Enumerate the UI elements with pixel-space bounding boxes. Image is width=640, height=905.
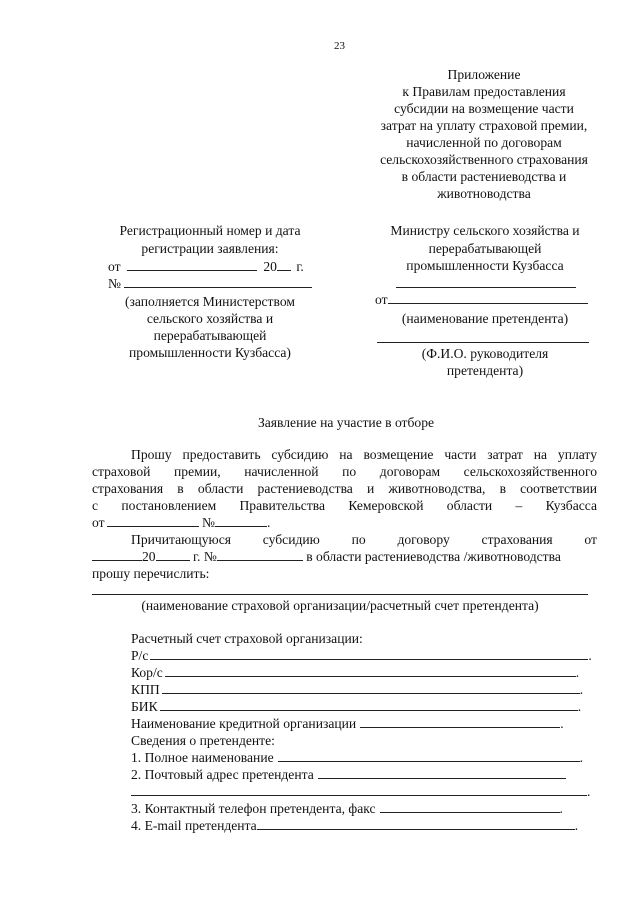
decree-date-field[interactable] <box>107 514 199 527</box>
applicant-field-label: 1. Полное наименование <box>131 750 274 765</box>
from-label: от <box>92 515 105 530</box>
period: . <box>587 784 591 799</box>
applicant-info-title: Сведения о претенденте: <box>131 733 275 748</box>
applicant-from-line <box>375 291 588 308</box>
contract-line <box>92 548 561 565</box>
account-field-label: Наименование кредитной организации <box>131 716 357 731</box>
period: . <box>266 515 271 530</box>
decree-number-field[interactable] <box>215 514 267 527</box>
contract-year-field[interactable] <box>156 548 190 561</box>
application-title: Заявление на участие в отборе <box>257 415 435 430</box>
head-hint: претендента) <box>446 363 524 378</box>
appendix-line: животноводства <box>437 186 531 201</box>
paragraph-line: Прошу предоставить субсидию на возмещение части затрат на уплату <box>131 447 597 462</box>
email-field[interactable] <box>257 817 575 830</box>
corr-account-field[interactable] <box>165 664 576 677</box>
registration-note: перерабатывающей <box>153 328 267 343</box>
paragraph-line: Причитающуюся субсидию по договору страхования от <box>131 532 597 547</box>
account-field-label: КПП <box>131 682 160 697</box>
paragraph-line: с постановлением Правительства Кемеровской области – Кузбасса <box>92 498 597 513</box>
from-label: от <box>375 292 388 307</box>
addressee-line: промышленности Кузбасса <box>406 258 564 273</box>
appendix-header <box>360 66 608 202</box>
applicant-field-label: 2. Почтовый адрес претендента <box>131 767 314 782</box>
number-sign: № <box>108 276 121 291</box>
registration-number-line <box>108 275 312 292</box>
account-field-label: БИК <box>131 699 158 714</box>
appendix-line: начисленной по договорам <box>406 135 562 150</box>
account-field-row: Кор/с . <box>131 665 580 680</box>
addressee-blank-line[interactable] <box>396 287 576 288</box>
postal-address-continuation[interactable] <box>131 795 587 796</box>
appendix-line: затрат на уплату страховой премии, <box>380 118 588 133</box>
applicant-field-label: 3. Контактный телефон претендента, факс <box>131 801 376 816</box>
registration-note: сельского хозяйства и <box>146 311 274 326</box>
year-label: 20 <box>142 549 156 564</box>
appendix-line: сельскохозяйственного страхования <box>380 152 588 167</box>
registration-title: Регистрационный номер и дата <box>119 223 301 238</box>
head-name-field[interactable] <box>377 342 589 343</box>
applicant-name-field[interactable] <box>388 291 588 304</box>
paragraph-line: страховой премии, начисленной по договорам сельскохозяйственного <box>92 464 597 479</box>
kpp-field[interactable] <box>162 681 580 694</box>
applicant-field-row: 4. E-mail претендента . <box>131 818 579 833</box>
year-label: 20 <box>263 259 277 274</box>
decree-reference-line <box>92 514 270 531</box>
applicant-name-hint: (наименование претендента) <box>401 311 569 326</box>
account-field-label: Кор/с <box>131 665 163 680</box>
contract-number-label: г. № <box>193 549 217 564</box>
registration-date-line <box>108 258 304 275</box>
paragraph-line: прошу перечислить: <box>92 566 210 581</box>
registration-title: регистрации заявления: <box>141 241 279 256</box>
from-label: от <box>108 259 121 274</box>
account-number-field[interactable] <box>150 647 588 660</box>
paragraph-line: страхования в области растениеводства и животноводства, в соответствии <box>92 481 597 496</box>
account-field-row: КПП . <box>131 682 584 697</box>
account-field-label: Р/с <box>131 648 149 663</box>
contract-number-field[interactable] <box>217 548 303 561</box>
applicant-field-row: 1. Полное наименование . <box>131 750 584 765</box>
year-suffix: г. <box>296 259 304 274</box>
insurer-hint: (наименование страховой организации/расчетный счет претендента) <box>141 598 539 613</box>
registration-number-field[interactable] <box>124 275 312 288</box>
applicant-field-label: 4. E-mail претендента <box>131 818 257 833</box>
number-sign: № <box>201 515 215 530</box>
account-field-row: Р/с . <box>131 648 592 663</box>
contract-tail: в области растениеводства /животноводства <box>306 549 561 564</box>
account-field-row: БИК . <box>131 699 582 714</box>
insurer-account-title: Расчетный счет страховой организации: <box>131 631 363 646</box>
appendix-line: к Правилам предоставления <box>402 84 566 99</box>
addressee-line: Министру сельского хозяйства и <box>390 223 580 238</box>
applicant-field-row <box>131 766 566 783</box>
contract-date-field[interactable] <box>92 548 142 561</box>
appendix-line: субсидии на возмещение части <box>394 101 574 116</box>
registration-note: (заполняется Министерством <box>125 294 295 309</box>
registration-date-field[interactable] <box>127 258 257 271</box>
page-number: 23 <box>334 40 345 52</box>
registration-note: промышленности Кузбасса) <box>129 345 291 360</box>
bank-name-field[interactable] <box>360 715 560 728</box>
account-field-row: Наименование кредитной организации . <box>131 716 564 731</box>
bik-field[interactable] <box>160 698 578 711</box>
applicant-field-row: 3. Контактный телефон претендента, факс . <box>131 801 563 816</box>
insurer-name-field[interactable] <box>92 594 588 595</box>
registration-year-field[interactable] <box>277 258 291 271</box>
full-name-field[interactable] <box>278 749 580 762</box>
addressee-line: перерабатывающей <box>428 241 542 256</box>
appendix-line: в области растениеводства и <box>401 169 567 184</box>
head-hint: (Ф.И.О. руководителя <box>421 346 549 361</box>
postal-address-field[interactable] <box>318 766 566 779</box>
appendix-line: Приложение <box>447 67 521 82</box>
phone-fax-field[interactable] <box>380 800 560 813</box>
